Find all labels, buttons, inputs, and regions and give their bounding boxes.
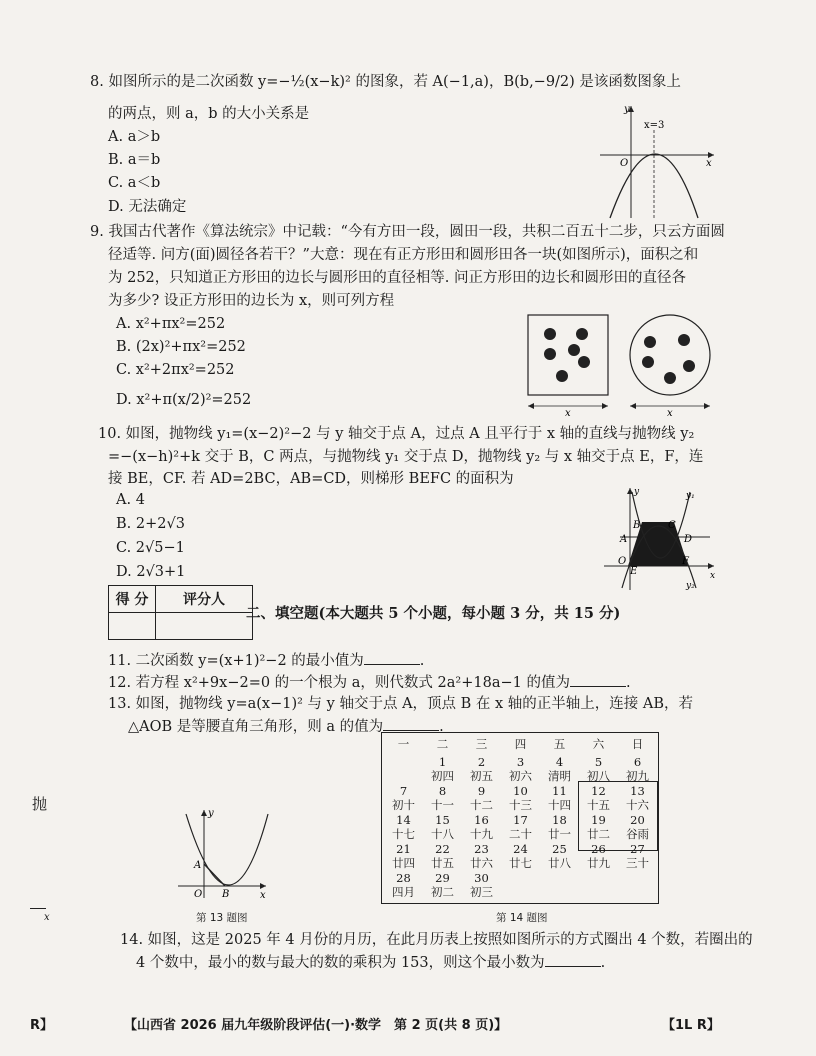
- q8-option-a: A. a＞b: [108, 129, 161, 145]
- q9-option-d: D. x²+π(x/2)²=252: [116, 392, 252, 408]
- q8-option-d: D. 无法确定: [108, 199, 187, 215]
- q13-caption: 第 13 题图: [196, 912, 248, 924]
- q10-option-a: A. 4: [116, 492, 145, 508]
- q8-parabola-graph: [596, 100, 722, 222]
- q14-line1: 14. 如图，这是 2025 年 4 月份的月历，在此月历表上按照如图所示的方式圈出 4 个数，若圈出的: [120, 932, 753, 948]
- calendar-day-number: 12: [591, 784, 606, 798]
- q10-line2: =−(x−h)²+k 交于 B，C 两点，与抛物线 y₁ 交于点 D，抛物线 y₂ 与 x 轴交于点 E，F，连: [108, 449, 704, 465]
- q8-symmetry-label: x=3: [644, 120, 665, 131]
- q11-text: 11. 二次函数 y=(x+1)²−2 的最小值为 .: [108, 650, 424, 671]
- score-table: [108, 585, 253, 640]
- svg-text:O: O: [194, 889, 203, 898]
- q8-origin-label: O: [620, 158, 629, 169]
- calendar-day: [579, 842, 618, 870]
- svg-text:E: E: [630, 566, 638, 577]
- square-field: [528, 315, 608, 395]
- q10-line3: 接 BE，CF. 若 AD=2BC，AB=CD，则梯形 BEFC 的面积为: [108, 471, 514, 487]
- calendar-lunar-date: 十四: [548, 798, 571, 812]
- calendar-day-number: 24: [513, 842, 528, 856]
- calendar-day: [579, 784, 618, 812]
- calendar-day-number: 11: [552, 784, 567, 798]
- calendar-lunar-date: 十二: [470, 798, 493, 812]
- calendar-day-number: 21: [396, 842, 411, 856]
- calendar-day-number: 5: [594, 755, 603, 769]
- margin-r: R】: [30, 1018, 54, 1033]
- calendar-lunar-date: 廿四: [392, 856, 415, 870]
- calendar-lunar-date: 十六: [626, 798, 649, 812]
- grader-cell[interactable]: [156, 613, 253, 640]
- calendar-day: [423, 842, 462, 870]
- q9-fields-figure: [524, 312, 724, 416]
- calendar-day: [579, 755, 618, 783]
- calendar-lunar-date: 初四: [431, 769, 454, 783]
- calendar-day: [618, 813, 657, 841]
- q13-line2: △AOB 是等腰直角三角形，则 a 的值为 .: [128, 716, 444, 737]
- calendar-lunar-date: 廿九: [587, 856, 610, 870]
- footer-page-info: 【山西省 2026 届九年级阶段评估(一)·数学 第 2 页(共 8 页)】: [124, 1018, 508, 1033]
- calendar-day-number: 14: [396, 813, 411, 827]
- svg-text:A: A: [194, 860, 202, 871]
- q13-answer-blank[interactable]: [383, 716, 439, 731]
- q14-line2: 4 个数中，最小的数与最大的数的乘积为 153，则这个最小数为 .: [136, 952, 605, 973]
- q10-option-c: C. 2√5−1: [116, 540, 185, 556]
- calendar-lunar-date: 谷雨: [626, 827, 649, 841]
- calendar-day: [423, 871, 462, 899]
- calendar-lunar-date: 廿一: [548, 827, 571, 841]
- calendar-lunar-date: 廿六: [470, 856, 493, 870]
- calendar-day-number: 22: [435, 842, 450, 856]
- calendar-day: [462, 755, 501, 783]
- calendar-lunar-date: 廿二: [587, 827, 610, 841]
- calendar-day-number: 4: [555, 755, 564, 769]
- q9-line2: 径适等. 问方(面)圆径各若干？”大意：现在有正方形田和圆形田各一块(如图所示)，面积之和: [108, 247, 699, 263]
- calendar-day-number: 9: [477, 784, 486, 798]
- q9-option-a: A. x²+πx²=252: [116, 316, 226, 332]
- calendar-day: [423, 784, 462, 812]
- q8-line1: 8. 如图所示的是二次函数 y=−½(x−k)² 的图象，若 A(−1,a)，B(b,−9/2) 是该函数图象上: [90, 74, 681, 90]
- calendar-day: [501, 842, 540, 870]
- calendar-lunar-date: 初三: [470, 885, 493, 899]
- calendar-weekday-header: 二: [436, 737, 449, 751]
- square-side-label: x: [565, 408, 571, 416]
- margin-x: x: [44, 912, 50, 923]
- calendar-day-number: 7: [399, 784, 408, 798]
- calendar-weekday-header: 日: [631, 737, 644, 751]
- calendar-day-number: 1: [438, 755, 447, 769]
- q9-line4: 为多少? 设正方形田的边长为 x，则可列方程: [108, 293, 395, 309]
- calendar-day-number: 27: [630, 842, 645, 856]
- svg-text:F: F: [682, 556, 689, 567]
- calendar-lunar-date: 二十: [509, 827, 532, 841]
- calendar-lunar-date: 十一: [431, 798, 454, 812]
- grader-header: 评分人: [156, 586, 253, 613]
- svg-text:O: O: [618, 556, 627, 567]
- calendar-lunar-date: 廿七: [509, 856, 532, 870]
- q13-parabola: [186, 814, 268, 885]
- svg-text:y₁: y₁: [686, 491, 695, 501]
- calendar-day-number: 17: [513, 813, 528, 827]
- calendar-day: [384, 784, 423, 812]
- calendar-day-number: 26: [591, 842, 606, 856]
- calendar-day: [384, 813, 423, 841]
- calendar-day-number: 3: [516, 755, 525, 769]
- calendar-day: [540, 842, 579, 870]
- q8-option-c: C. a＜b: [108, 175, 161, 191]
- calendar-lunar-date: 四月: [392, 885, 415, 899]
- calendar-day: [501, 813, 540, 841]
- margin-char: 抛: [32, 795, 48, 813]
- score-header: 得 分: [109, 586, 156, 613]
- q10-parabolas-graph: [600, 484, 720, 592]
- calendar-day-number: 6: [633, 755, 642, 769]
- calendar-day-number: 8: [438, 784, 447, 798]
- calendar-day: [423, 813, 462, 841]
- calendar-day: [618, 784, 657, 812]
- april-calendar: [381, 732, 659, 904]
- calendar-day: [618, 755, 657, 783]
- calendar-day: [540, 755, 579, 783]
- q8-line2: 的两点，则 a，b 的大小关系是: [108, 106, 310, 122]
- q9-option-c: C. x²+2πx²=252: [116, 362, 235, 378]
- calendar-lunar-date: 初六: [509, 769, 532, 783]
- calendar-weekday-header: 五: [553, 737, 566, 751]
- calendar-lunar-date: 初八: [587, 769, 610, 783]
- calendar-day-number: 23: [474, 842, 489, 856]
- calendar-lunar-date: 十三: [509, 798, 532, 812]
- svg-text:y: y: [208, 808, 214, 819]
- calendar-day: [462, 813, 501, 841]
- calendar-lunar-date: 廿八: [548, 856, 571, 870]
- svg-text:x: x: [710, 571, 716, 581]
- q14-answer-blank[interactable]: [545, 952, 601, 967]
- calendar-day: [462, 842, 501, 870]
- svg-text:D: D: [684, 534, 693, 545]
- calendar-lunar-date: 廿五: [431, 856, 454, 870]
- q10-line1: 10. 如图，抛物线 y₁=(x−2)²−2 与 y 轴交于点 A，过点 A 且平行于 x 轴的直线与抛物线 y₂: [98, 426, 695, 442]
- calendar-weekday-header: 四: [514, 737, 527, 751]
- calendar-lunar-date: 初二: [431, 885, 454, 899]
- svg-text:A: A: [620, 534, 628, 545]
- calendar-lunar-date: 三十: [626, 856, 649, 870]
- calendar-day-number: 16: [474, 813, 489, 827]
- score-cell[interactable]: [109, 613, 156, 640]
- q8-x-label: x: [706, 158, 712, 169]
- calendar-day-number: 30: [474, 871, 489, 885]
- calendar-day: [579, 813, 618, 841]
- q13-graph: [172, 806, 272, 898]
- q11-answer-blank[interactable]: [364, 650, 420, 665]
- svg-text:B: B: [222, 889, 230, 898]
- q9-line1: 9. 我国古代著作《算法统宗》中记载：“今有方田一段，圆田一段，共积二百五十二步，只云方面圆: [90, 224, 725, 240]
- calendar-lunar-date: 清明: [548, 769, 571, 783]
- calendar-day: [384, 871, 423, 899]
- calendar-day-number: 29: [435, 871, 450, 885]
- calendar-lunar-date: 十七: [392, 827, 415, 841]
- calendar-day-number: 28: [396, 871, 411, 885]
- calendar-day-number: 13: [630, 784, 645, 798]
- round-field-shrubs: [642, 334, 695, 384]
- svg-text:y₂: y₂: [686, 581, 695, 591]
- q10-option-b: B. 2+2√3: [116, 516, 185, 532]
- calendar-weekday-header: 六: [592, 737, 605, 751]
- svg-text:x: x: [260, 890, 266, 898]
- calendar-day: [540, 813, 579, 841]
- section2-title: 二、填空题(本大题共 5 个小题，每小题 3 分，共 15 分): [246, 605, 621, 622]
- calendar-day: [540, 784, 579, 812]
- calendar-lunar-date: 初五: [470, 769, 493, 783]
- calendar-day: [618, 842, 657, 870]
- q9-option-b: B. (2x)²+πx²=252: [116, 339, 246, 355]
- calendar-lunar-date: 十五: [587, 798, 610, 812]
- calendar-lunar-date: 初十: [392, 798, 415, 812]
- calendar-day-number: 10: [513, 784, 528, 798]
- calendar-day: [384, 842, 423, 870]
- q9-line3: 为 252，只知道正方形田的边长与圆形田的直径相等. 问正方形田的边长和圆形田的直径各: [108, 270, 686, 286]
- calendar-day-number: 25: [552, 842, 567, 856]
- calendar-day: [501, 784, 540, 812]
- calendar-lunar-date: 十八: [431, 827, 454, 841]
- q12-text: 12. 若方程 x²+9x−2=0 的一个根为 a，则代数式 2a²+18a−1 的值为 .: [108, 672, 631, 693]
- segment-ab: [204, 864, 225, 886]
- calendar-weekday-header: 三: [475, 737, 488, 751]
- q13-line1: 13. 如图，抛物线 y=a(x−1)² 与 y 轴交于点 A，顶点 B 在 x 轴的正半轴上，连接 AB，若: [108, 696, 694, 712]
- calendar-weekday-header: 一: [397, 737, 410, 751]
- q12-answer-blank[interactable]: [570, 672, 626, 687]
- calendar-day-number: 15: [435, 813, 450, 827]
- calendar-day-number: 19: [591, 813, 606, 827]
- footer-code: 【1L R】: [662, 1018, 720, 1033]
- square-field-shrubs: [544, 328, 590, 382]
- calendar-day-number: 20: [630, 813, 645, 827]
- q14-caption: 第 14 题图: [496, 912, 548, 924]
- q8-option-b: B. a＝b: [108, 152, 161, 168]
- svg-text:y: y: [634, 487, 640, 497]
- calendar-day: [462, 784, 501, 812]
- calendar-lunar-date: 初九: [626, 769, 649, 783]
- calendar-day: [462, 871, 501, 899]
- calendar-lunar-date: 十九: [470, 827, 493, 841]
- q8-y-label: y: [624, 104, 630, 115]
- q10-option-d: D. 2√3+1: [116, 564, 186, 580]
- calendar-day: [501, 755, 540, 783]
- svg-text:B: B: [633, 520, 641, 531]
- calendar-day-number: 2: [477, 755, 486, 769]
- calendar-day-number: 18: [552, 813, 567, 827]
- calendar-day: [423, 755, 462, 783]
- svg-text:C: C: [668, 520, 676, 531]
- circle-diameter-label: x: [667, 408, 673, 416]
